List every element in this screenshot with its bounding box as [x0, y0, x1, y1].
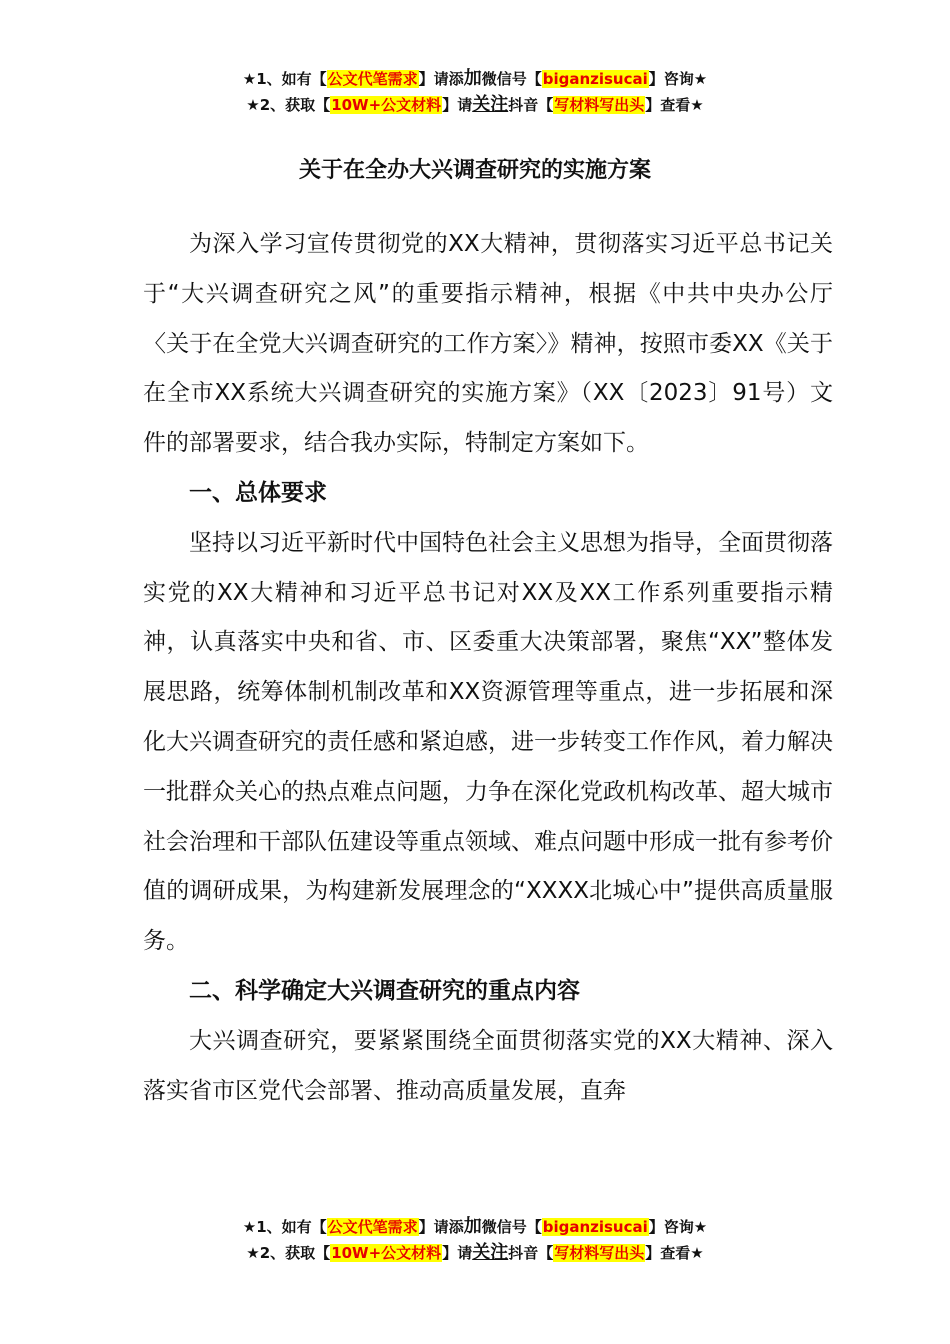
section-1-heading: 一、总体要求 — [189, 479, 327, 506]
banner-douyin-id: 写材料写出头 — [554, 1244, 645, 1262]
document-body — [143, 220, 833, 1116]
banner-line-1: ★1、如有【公文代笔需求】请添加微信号【biganzisucai】咨询★ — [242, 1216, 708, 1237]
section-2-heading: 二、科学确定大兴调查研究的重点内容 — [189, 977, 580, 1004]
banner-line-1: ★1、如有【公文代笔需求】请添加微信号【biganzisucai】咨询★ — [242, 68, 708, 89]
banner-highlight: 10W+公文材料 — [331, 96, 442, 114]
footer-banner — [0, 1214, 950, 1266]
banner-highlight: 公文代笔需求 — [327, 1218, 418, 1236]
banner-wechat-id: biganzisucai — [542, 1218, 648, 1236]
banner-line-2: ★2、获取【10W+公文材料】请关注抖音【写材料写出头】查看★ — [246, 1242, 704, 1263]
section-1-paragraph: 坚持以习近平新时代中国特色社会主义思想为指导，全面贯彻落实党的XX大精神和习近平总书记对XX及XX工作系列重要指示精神，认真落实中央和省、市、区委重大决策部署，聚焦“XX”整体发展思路，统筹体制机制改革和XX资源管理等重点，进一步拓展和深化大兴调查研究的责任感和紧迫感，进一步转变工作作风，着力解决一批群众关心的热点难点问题，力争在深化党政机构改革、超大城市社会治理和干部队伍建设等重点领域、难点问题中形成一批有参考价值的调研成果，为构建新发展理念的“XXXX北城心中”提供高质量服务。 — [143, 529, 833, 955]
banner-line-2: ★2、获取【10W+公文材料】请关注抖音【写材料写出头】查看★ — [246, 94, 704, 115]
intro-paragraph: 为深入学习宣传贯彻党的XX大精神，贯彻落实习近平总书记关于“大兴调查研究之风”的重要指示精神，根据《中共中央办公厅〈关于在全党大兴调查研究的工作方案〉》精神，按照市委XX《关于在全市XX系统大兴调查研究的实施方案》（XX〔2023〕91号）文件的部署要求，结合我办实际，特制定方案如下。 — [143, 231, 833, 457]
banner-highlight: 公文代笔需求 — [327, 70, 418, 88]
section-2-paragraph: 大兴调查研究，要紧紧围绕全面贯彻落实党的XX大精神、深入落实省市区党代会部署、推动高质量发展，直奔 — [143, 1027, 833, 1104]
banner-wechat-id: biganzisucai — [542, 70, 648, 88]
banner-highlight: 10W+公文材料 — [331, 1244, 442, 1262]
header-banner — [0, 66, 950, 118]
document-title: 关于在全办大兴调查研究的实施方案 — [298, 158, 651, 183]
banner-douyin-id: 写材料写出头 — [554, 96, 645, 114]
